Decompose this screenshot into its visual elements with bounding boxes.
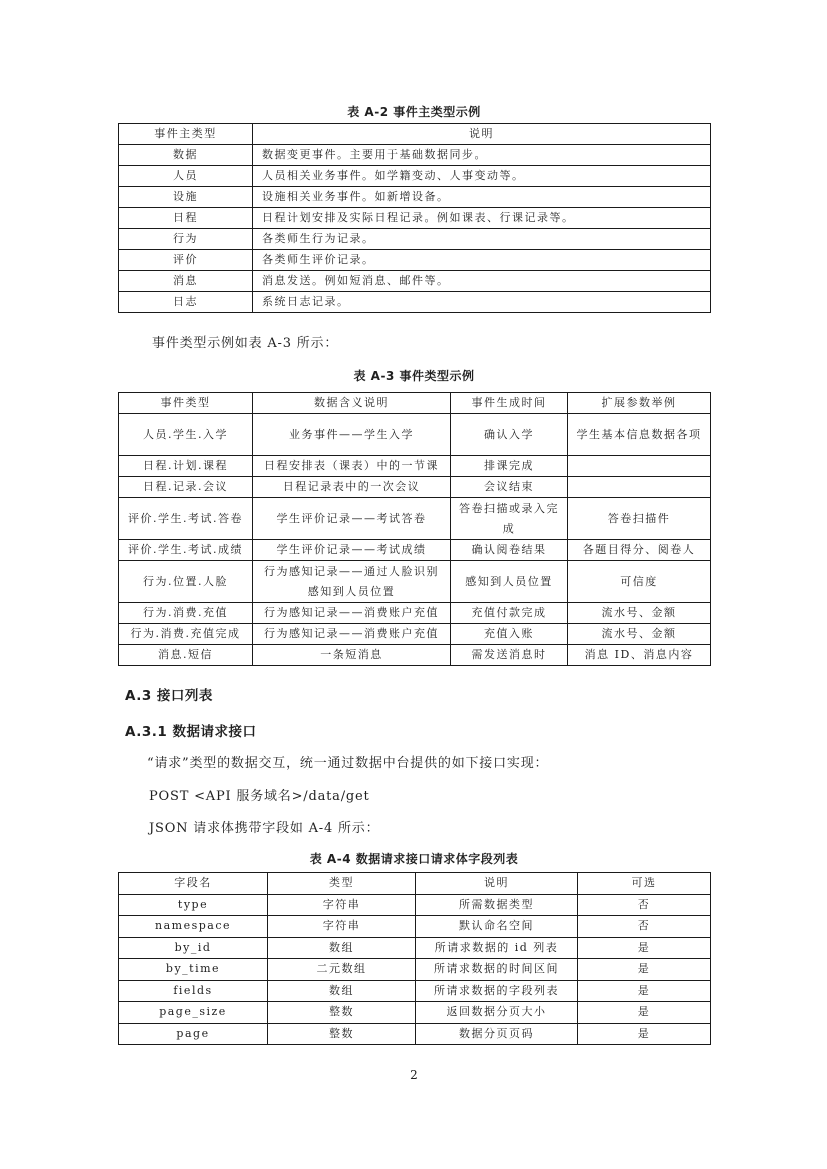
table-a4-caption: 表 A-4 数据请求接口请求体字段列表 bbox=[309, 852, 519, 866]
table-cell: 排课完成 bbox=[451, 456, 568, 477]
table-cell: 行为.消费.充值 bbox=[119, 603, 253, 624]
table-cell: 日程记录表中的一次会议 bbox=[253, 477, 451, 498]
table-cell: 消息.短信 bbox=[119, 645, 253, 666]
table-cell: 字符串 bbox=[268, 916, 416, 938]
table-cell: 所请求数据的 id 列表 bbox=[416, 937, 578, 959]
table-row bbox=[119, 916, 711, 938]
table-cell: 答卷扫描或录入完成 bbox=[451, 498, 568, 540]
column-header: 说明 bbox=[253, 124, 711, 145]
table-cell: 整数 bbox=[268, 1023, 416, 1045]
table-cell: 是 bbox=[578, 1002, 711, 1024]
column-header: 说明 bbox=[416, 873, 578, 895]
table-cell: 人员 bbox=[119, 166, 253, 187]
table-cell: 人员.学生.入学 bbox=[119, 414, 253, 456]
paragraph-json-body-intro: JSON 请求体携带字段如 A-4 所示： bbox=[149, 821, 380, 836]
column-header: 扩展参数举例 bbox=[568, 393, 711, 414]
table-cell: page_size bbox=[119, 1002, 268, 1024]
table-row bbox=[119, 624, 711, 645]
table-cell: 各类师生行为记录。 bbox=[253, 229, 711, 250]
table-cell: 业务事件——学生入学 bbox=[253, 414, 451, 456]
table-cell: 会议结束 bbox=[451, 477, 568, 498]
table-row bbox=[119, 477, 711, 498]
table-cell: 否 bbox=[578, 916, 711, 938]
table-cell: 充值付款完成 bbox=[451, 603, 568, 624]
table-cell: 日志 bbox=[119, 292, 253, 313]
table-row bbox=[119, 498, 711, 540]
page-number: 2 bbox=[410, 1068, 418, 1082]
table-cell: 人员相关业务事件。如学籍变动、人事变动等。 bbox=[253, 166, 711, 187]
table-header-row bbox=[119, 393, 711, 414]
table-cell bbox=[568, 456, 711, 477]
table-cell: 数据分页页码 bbox=[416, 1023, 578, 1045]
column-header: 事件主类型 bbox=[119, 124, 253, 145]
table-cell: 所需数据类型 bbox=[416, 894, 578, 916]
table-a2-body bbox=[119, 145, 711, 313]
table-cell: fields bbox=[119, 980, 268, 1002]
table-cell: by_time bbox=[119, 959, 268, 981]
table-row bbox=[119, 645, 711, 666]
table-cell: 是 bbox=[578, 959, 711, 981]
table-a4-body bbox=[119, 894, 711, 1045]
table-row bbox=[119, 229, 711, 250]
table-cell: 设施相关业务事件。如新增设备。 bbox=[253, 187, 711, 208]
table-row bbox=[119, 208, 711, 229]
column-header: 类型 bbox=[268, 873, 416, 895]
table-row bbox=[119, 540, 711, 561]
table-cell: 行为感知记录——消费账户充值 bbox=[253, 624, 451, 645]
table-cell: 消息 bbox=[119, 271, 253, 292]
table-row bbox=[119, 603, 711, 624]
table-cell: 行为感知记录——通过人脸识别感知到人员位置 bbox=[253, 561, 451, 603]
column-header: 事件类型 bbox=[119, 393, 253, 414]
table-cell: 流水号、金额 bbox=[568, 624, 711, 645]
table-cell: 答卷扫描件 bbox=[568, 498, 711, 540]
heading-a31-data-request-interface: A.3.1 数据请求接口 bbox=[125, 724, 257, 740]
table-row bbox=[119, 561, 711, 603]
table-cell: 数组 bbox=[268, 937, 416, 959]
table-cell: namespace bbox=[119, 916, 268, 938]
table-cell: 日程计划安排及实际日程记录。例如课表、行课记录等。 bbox=[253, 208, 711, 229]
table-cell: page bbox=[119, 1023, 268, 1045]
table-row bbox=[119, 292, 711, 313]
table-row bbox=[119, 959, 711, 981]
column-header: 可选 bbox=[578, 873, 711, 895]
column-header: 事件生成时间 bbox=[451, 393, 568, 414]
table-cell: 评价.学生.考试.答卷 bbox=[119, 498, 253, 540]
table-row bbox=[119, 271, 711, 292]
table-cell: 设施 bbox=[119, 187, 253, 208]
table-cell: 是 bbox=[578, 937, 711, 959]
table-cell: 所请求数据的时间区间 bbox=[416, 959, 578, 981]
table-a3-body bbox=[119, 414, 711, 666]
table-a2-caption: 表 A-2 事件主类型示例 bbox=[347, 105, 481, 119]
table-cell: 一条短消息 bbox=[253, 645, 451, 666]
table-cell: 流水号、金额 bbox=[568, 603, 711, 624]
table-cell: 评价.学生.考试.成绩 bbox=[119, 540, 253, 561]
paragraph-a3-intro: 事件类型示例如表 A-3 所示： bbox=[152, 336, 339, 351]
table-cell: 学生基本信息数据各项 bbox=[568, 414, 711, 456]
table-row bbox=[119, 1002, 711, 1024]
table-row bbox=[119, 456, 711, 477]
table-row bbox=[119, 187, 711, 208]
table-row bbox=[119, 980, 711, 1002]
table-cell: 数据 bbox=[119, 145, 253, 166]
table-row bbox=[119, 1023, 711, 1045]
table-cell: 消息 ID、消息内容 bbox=[568, 645, 711, 666]
table-cell: 行为.消费.充值完成 bbox=[119, 624, 253, 645]
table-cell: 整数 bbox=[268, 1002, 416, 1024]
column-header: 数据含义说明 bbox=[253, 393, 451, 414]
table-cell: 充值入账 bbox=[451, 624, 568, 645]
paragraph-post-endpoint: POST <API 服务域名>/data/get bbox=[149, 789, 370, 804]
table-cell: 数组 bbox=[268, 980, 416, 1002]
table-cell: 日程安排表（课表）中的一节课 bbox=[253, 456, 451, 477]
table-cell: 是 bbox=[578, 980, 711, 1002]
table-cell: 是 bbox=[578, 1023, 711, 1045]
table-cell: type bbox=[119, 894, 268, 916]
table-cell: by_id bbox=[119, 937, 268, 959]
table-cell: 数据变更事件。主要用于基础数据同步。 bbox=[253, 145, 711, 166]
table-cell: 评价 bbox=[119, 250, 253, 271]
table-cell: 可信度 bbox=[568, 561, 711, 603]
table-cell: 各题目得分、阅卷人 bbox=[568, 540, 711, 561]
table-cell: 行为.位置.人脸 bbox=[119, 561, 253, 603]
table-cell: 所请求数据的字段列表 bbox=[416, 980, 578, 1002]
table-cell: 返回数据分页大小 bbox=[416, 1002, 578, 1024]
table-cell: 系统日志记录。 bbox=[253, 292, 711, 313]
table-a3-caption: 表 A-3 事件类型示例 bbox=[353, 369, 475, 383]
table-header-row bbox=[119, 873, 711, 895]
table-cell: 默认命名空间 bbox=[416, 916, 578, 938]
heading-a3-interface-list: A.3 接口列表 bbox=[125, 688, 213, 704]
table-cell: 各类师生评价记录。 bbox=[253, 250, 711, 271]
table-cell: 消息发送。例如短消息、邮件等。 bbox=[253, 271, 711, 292]
table-cell: 否 bbox=[578, 894, 711, 916]
table-cell: 确认入学 bbox=[451, 414, 568, 456]
table-cell: 感知到人员位置 bbox=[451, 561, 568, 603]
table-a3-event-types bbox=[118, 392, 711, 666]
table-cell: 字符串 bbox=[268, 894, 416, 916]
table-cell: 日程.记录.会议 bbox=[119, 477, 253, 498]
table-cell bbox=[568, 477, 711, 498]
table-a4-request-body-fields bbox=[118, 872, 711, 1045]
table-cell: 日程.计划.课程 bbox=[119, 456, 253, 477]
table-row bbox=[119, 414, 711, 456]
table-row bbox=[119, 145, 711, 166]
table-cell: 需发送消息时 bbox=[451, 645, 568, 666]
column-header: 字段名 bbox=[119, 873, 268, 895]
table-cell: 日程 bbox=[119, 208, 253, 229]
table-a2-event-main-types bbox=[118, 123, 711, 313]
table-a4-header bbox=[119, 873, 711, 895]
table-cell: 行为感知记录——消费账户充值 bbox=[253, 603, 451, 624]
table-cell: 学生评价记录——考试答卷 bbox=[253, 498, 451, 540]
table-cell: 确认阅卷结果 bbox=[451, 540, 568, 561]
table-header-row bbox=[119, 124, 711, 145]
table-row bbox=[119, 166, 711, 187]
table-cell: 二元数组 bbox=[268, 959, 416, 981]
table-a3-header bbox=[119, 393, 711, 414]
table-cell: 学生评价记录——考试成绩 bbox=[253, 540, 451, 561]
table-row bbox=[119, 894, 711, 916]
table-cell: 行为 bbox=[119, 229, 253, 250]
paragraph-request-description: “请求”类型的数据交互，统一通过数据中台提供的如下接口实现： bbox=[147, 756, 549, 771]
table-row bbox=[119, 937, 711, 959]
table-row bbox=[119, 250, 711, 271]
table-a2-header bbox=[119, 124, 711, 145]
